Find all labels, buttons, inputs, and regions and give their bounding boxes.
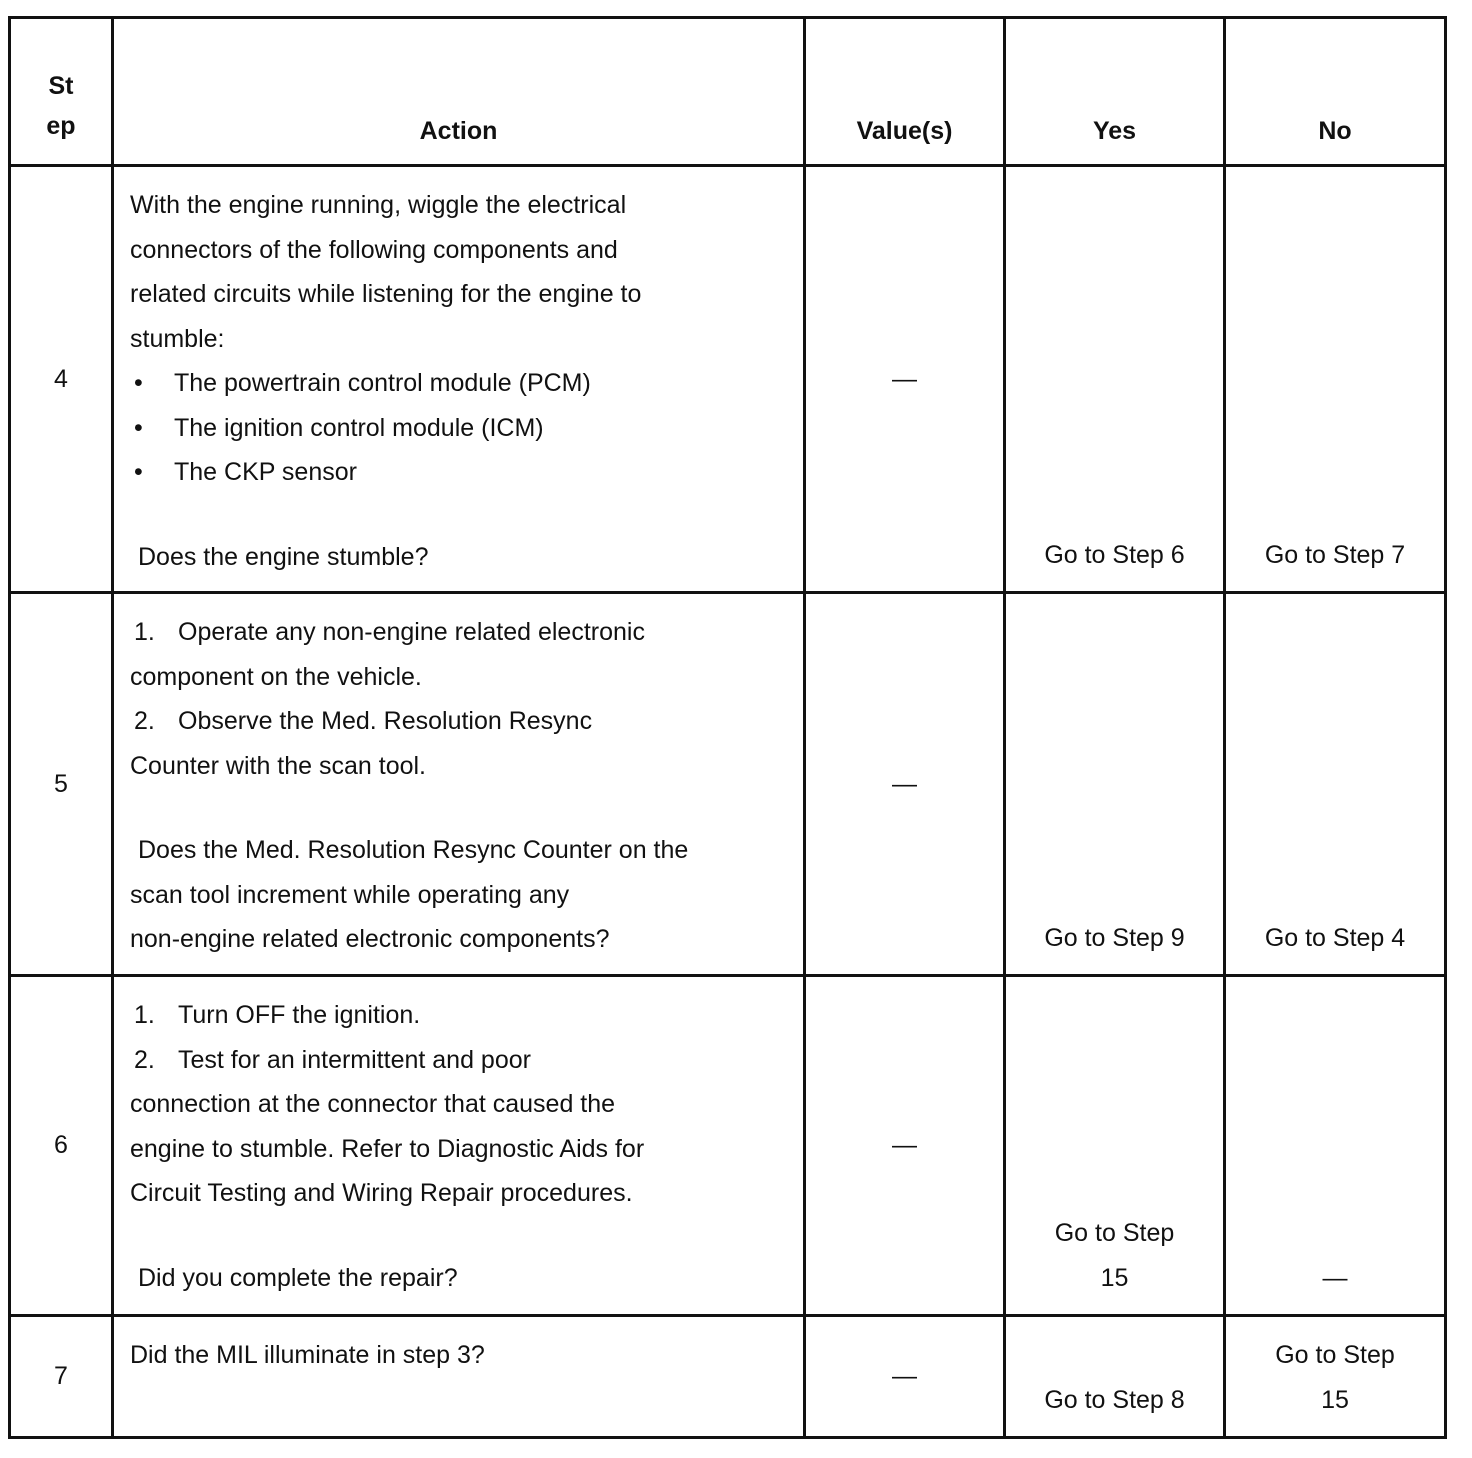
no-cell: —	[1225, 976, 1446, 1316]
step-number: 6	[10, 976, 113, 1316]
value-cell: —	[805, 1316, 1005, 1438]
bullet-icon: •	[134, 458, 143, 486]
bullet-icon: •	[134, 369, 143, 397]
header-step: St ep	[10, 18, 113, 166]
step-number: 7	[10, 1316, 113, 1438]
value-cell: —	[805, 593, 1005, 976]
question-text: Did you complete the repair?	[138, 1263, 458, 1292]
action-cell: 1. Operate any non-engine related electronic component on the vehicle. 2. Observe the Med. Resolution Resync Counter with the scan tool. Does the Med. Resolution Resync Counter on the scan tool increment while operating any non-engine related electronic components?	[113, 593, 805, 976]
bullet-item: • The ignition control module (ICM)	[130, 406, 793, 451]
numbered-item: 2. Test for an intermittent and poor	[134, 1045, 531, 1074]
header-yes: Yes	[1005, 18, 1225, 166]
bullet-icon: •	[134, 413, 143, 442]
numbered-item: 1. Operate any non-engine related electronic	[134, 618, 645, 646]
header-no: No	[1225, 18, 1446, 166]
step-number: 4	[10, 166, 113, 593]
yes-cell: Go to Step 15	[1005, 976, 1225, 1316]
question-text: Does the Med. Resolution Resync Counter on the	[138, 836, 689, 864]
bullet-item: • The CKP sensor	[130, 450, 793, 495]
no-cell: Go to Step 4	[1225, 593, 1446, 976]
action-cell	[113, 1316, 805, 1438]
yes-cell: Go to Step 9	[1005, 593, 1225, 976]
question-text: Does the engine stumble?	[138, 542, 429, 571]
no-cell: Go to Step 7	[1225, 166, 1446, 593]
yes-cell: Go to Step 6	[1005, 166, 1225, 593]
diagnostic-table	[8, 16, 1447, 1439]
table-row	[10, 976, 1446, 1316]
action-cell: 1. Turn OFF the ignition. 2. Test for an intermittent and poor connection at the connector that caused the engine to stumble. Refer to Diagnostic Aids for Circuit Testing and Wiring Repair procedures. Did you complete the repair?	[113, 976, 805, 1316]
bullet-item: • The powertrain control module (PCM)	[130, 361, 793, 406]
table-row	[10, 593, 1446, 976]
no-cell: Go to Step 15	[1225, 1316, 1446, 1438]
header-values: Value(s)	[805, 18, 1005, 166]
yes-cell: Go to Step 8	[1005, 1316, 1225, 1438]
question-text: Did the MIL illuminate in step 3?	[130, 1341, 485, 1369]
numbered-item: 1. Turn OFF the ignition.	[134, 1001, 421, 1029]
step-number: 5	[10, 593, 113, 976]
header-row	[10, 18, 1446, 166]
action-cell: With the engine running, wiggle the electrical connectors of the following components and related circuits while listening for the engine to stumble: • The powertrain control module (PCM) • The ignition control module (ICM) • The CKP sensor Does the engine stumble?	[113, 166, 805, 593]
numbered-item: 2. Observe the Med. Resolution Resync	[134, 707, 593, 735]
table-row	[10, 166, 1446, 593]
header-action: Action	[113, 18, 805, 166]
value-cell: —	[805, 976, 1005, 1316]
diagnostic-table-container	[8, 16, 1444, 1436]
value-cell: —	[805, 166, 1005, 593]
table-row	[10, 1316, 1446, 1438]
